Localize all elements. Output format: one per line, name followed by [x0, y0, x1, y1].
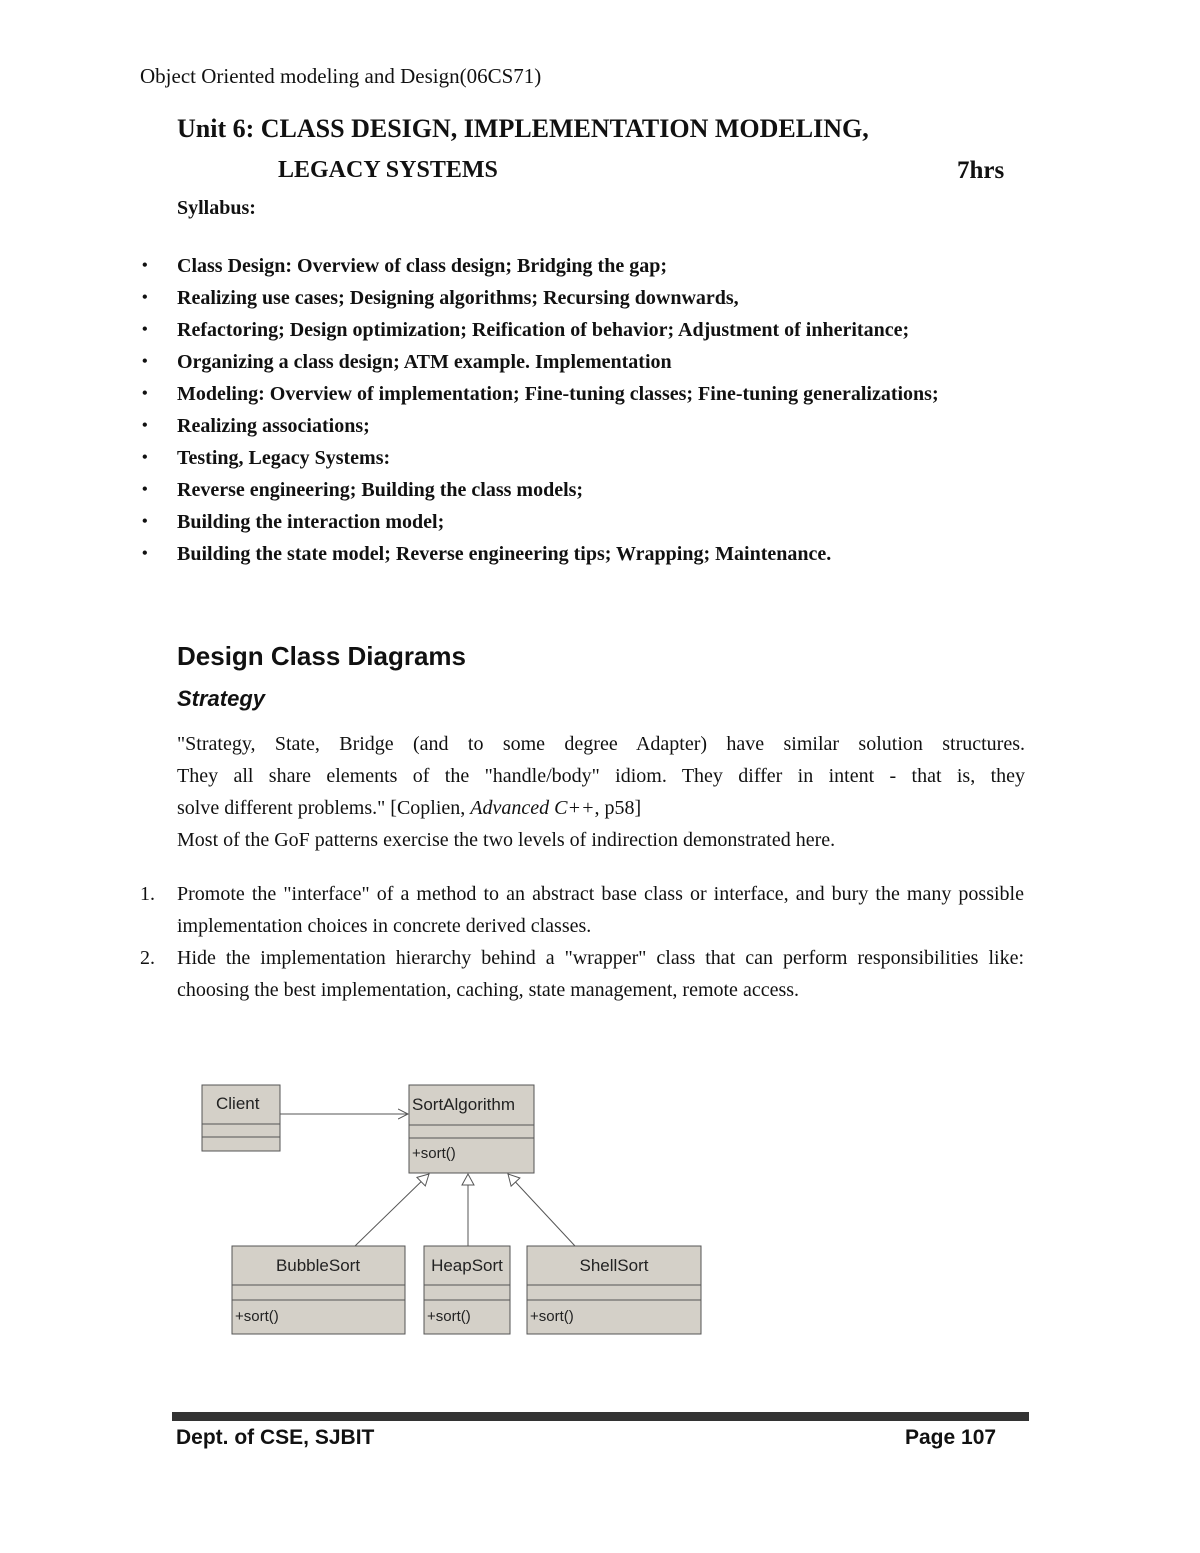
class-name: HeapSort [431, 1256, 503, 1275]
class-operation: +sort() [412, 1145, 456, 1162]
steps-list [140, 878, 1024, 1006]
step-item [140, 942, 1024, 1006]
syllabus-item: • Class Design: Overview of class design; Bridging the gap; [140, 250, 1024, 282]
quote-text: , p58] [594, 797, 642, 819]
class-name: BubbleSort [275, 1256, 361, 1275]
syllabus-item: • Organizing a class design; ATM example. Implementation [140, 346, 1024, 378]
unit-hours: 7hrs [957, 157, 1005, 184]
step-text: Hide the implementation hierarchy behind a "wrapper" class that can perform responsibilities like: choosing the best implementation, caching, state management, remote access. [177, 947, 1024, 1001]
footer-rule [172, 1412, 1029, 1421]
class-name: SortAlgorithm [412, 1095, 515, 1114]
footer-page-number: Page 107 [905, 1426, 997, 1449]
class-operation: +sort() [530, 1308, 574, 1325]
quote-line: "Strategy, State, Bridge (and to some degree Adapter) have similar solution structures. [177, 733, 1025, 755]
syllabus-label: Syllabus: [177, 197, 256, 219]
class-operation: +sort() [427, 1308, 471, 1325]
syllabus-item: • Reverse engineering; Building the class models; [140, 474, 1024, 506]
syllabus-item: • Building the state model; Reverse engineering tips; Wrapping; Maintenance. [140, 538, 1024, 570]
step-item [140, 878, 1024, 942]
book-title: Advanced C++ [470, 797, 595, 819]
unit-title: Unit 6: CLASS DESIGN, IMPLEMENTATION MODELING, [177, 114, 869, 143]
class-sort-algorithm [409, 1085, 534, 1173]
syllabus-item: • Testing, Legacy Systems: [140, 442, 1024, 474]
generalization-arrow [355, 1174, 429, 1246]
class-name: Client [216, 1094, 260, 1113]
class-client [202, 1085, 280, 1151]
uml-class-diagram [170, 1060, 730, 1350]
step-text: Promote the "interface" of a method to an abstract base class or interface, and bury the many possible implementation choices in concrete derived classes. [177, 883, 1024, 937]
subsection-heading: Strategy [177, 686, 266, 711]
unit-title-continued: LEGACY SYSTEMS [278, 157, 498, 183]
step-number: 2. [140, 947, 155, 969]
paragraph-line: Most of the GoF patterns exercise the two levels of indirection demonstrated here. [177, 829, 836, 851]
class-shell-sort [527, 1246, 701, 1334]
quote-text: solve different problems." [Coplien, [177, 797, 471, 819]
syllabus-list [140, 250, 1024, 570]
generalization-arrow [508, 1174, 575, 1246]
section-heading: Design Class Diagrams [177, 641, 467, 671]
class-name: ShellSort [579, 1256, 649, 1275]
syllabus-item: • Building the interaction model; [140, 506, 1024, 538]
syllabus-item: • Realizing use cases; Designing algorithms; Recursing downwards, [140, 282, 1024, 314]
syllabus-item: • Modeling: Overview of implementation; Fine-tuning classes; Fine-tuning generalizations; [140, 378, 1024, 410]
class-bubble-sort [232, 1246, 405, 1334]
class-heap-sort [424, 1246, 510, 1334]
syllabus-item: • Refactoring; Design optimization; Reification of behavior; Adjustment of inheritance; [140, 314, 1024, 346]
quote-paragraph [177, 728, 1025, 856]
quote-line [177, 792, 1025, 824]
class-operation: +sort() [235, 1308, 279, 1325]
quote-line: They all share elements of the "handle/body" idiom. They differ in intent - that is, they [177, 765, 1025, 787]
syllabus-item: • Realizing associations; [140, 410, 1024, 442]
footer-department: Dept. of CSE, SJBIT [176, 1426, 375, 1449]
running-header: Object Oriented modeling and Design(06CS71) [140, 64, 542, 88]
step-number: 1. [140, 883, 155, 905]
